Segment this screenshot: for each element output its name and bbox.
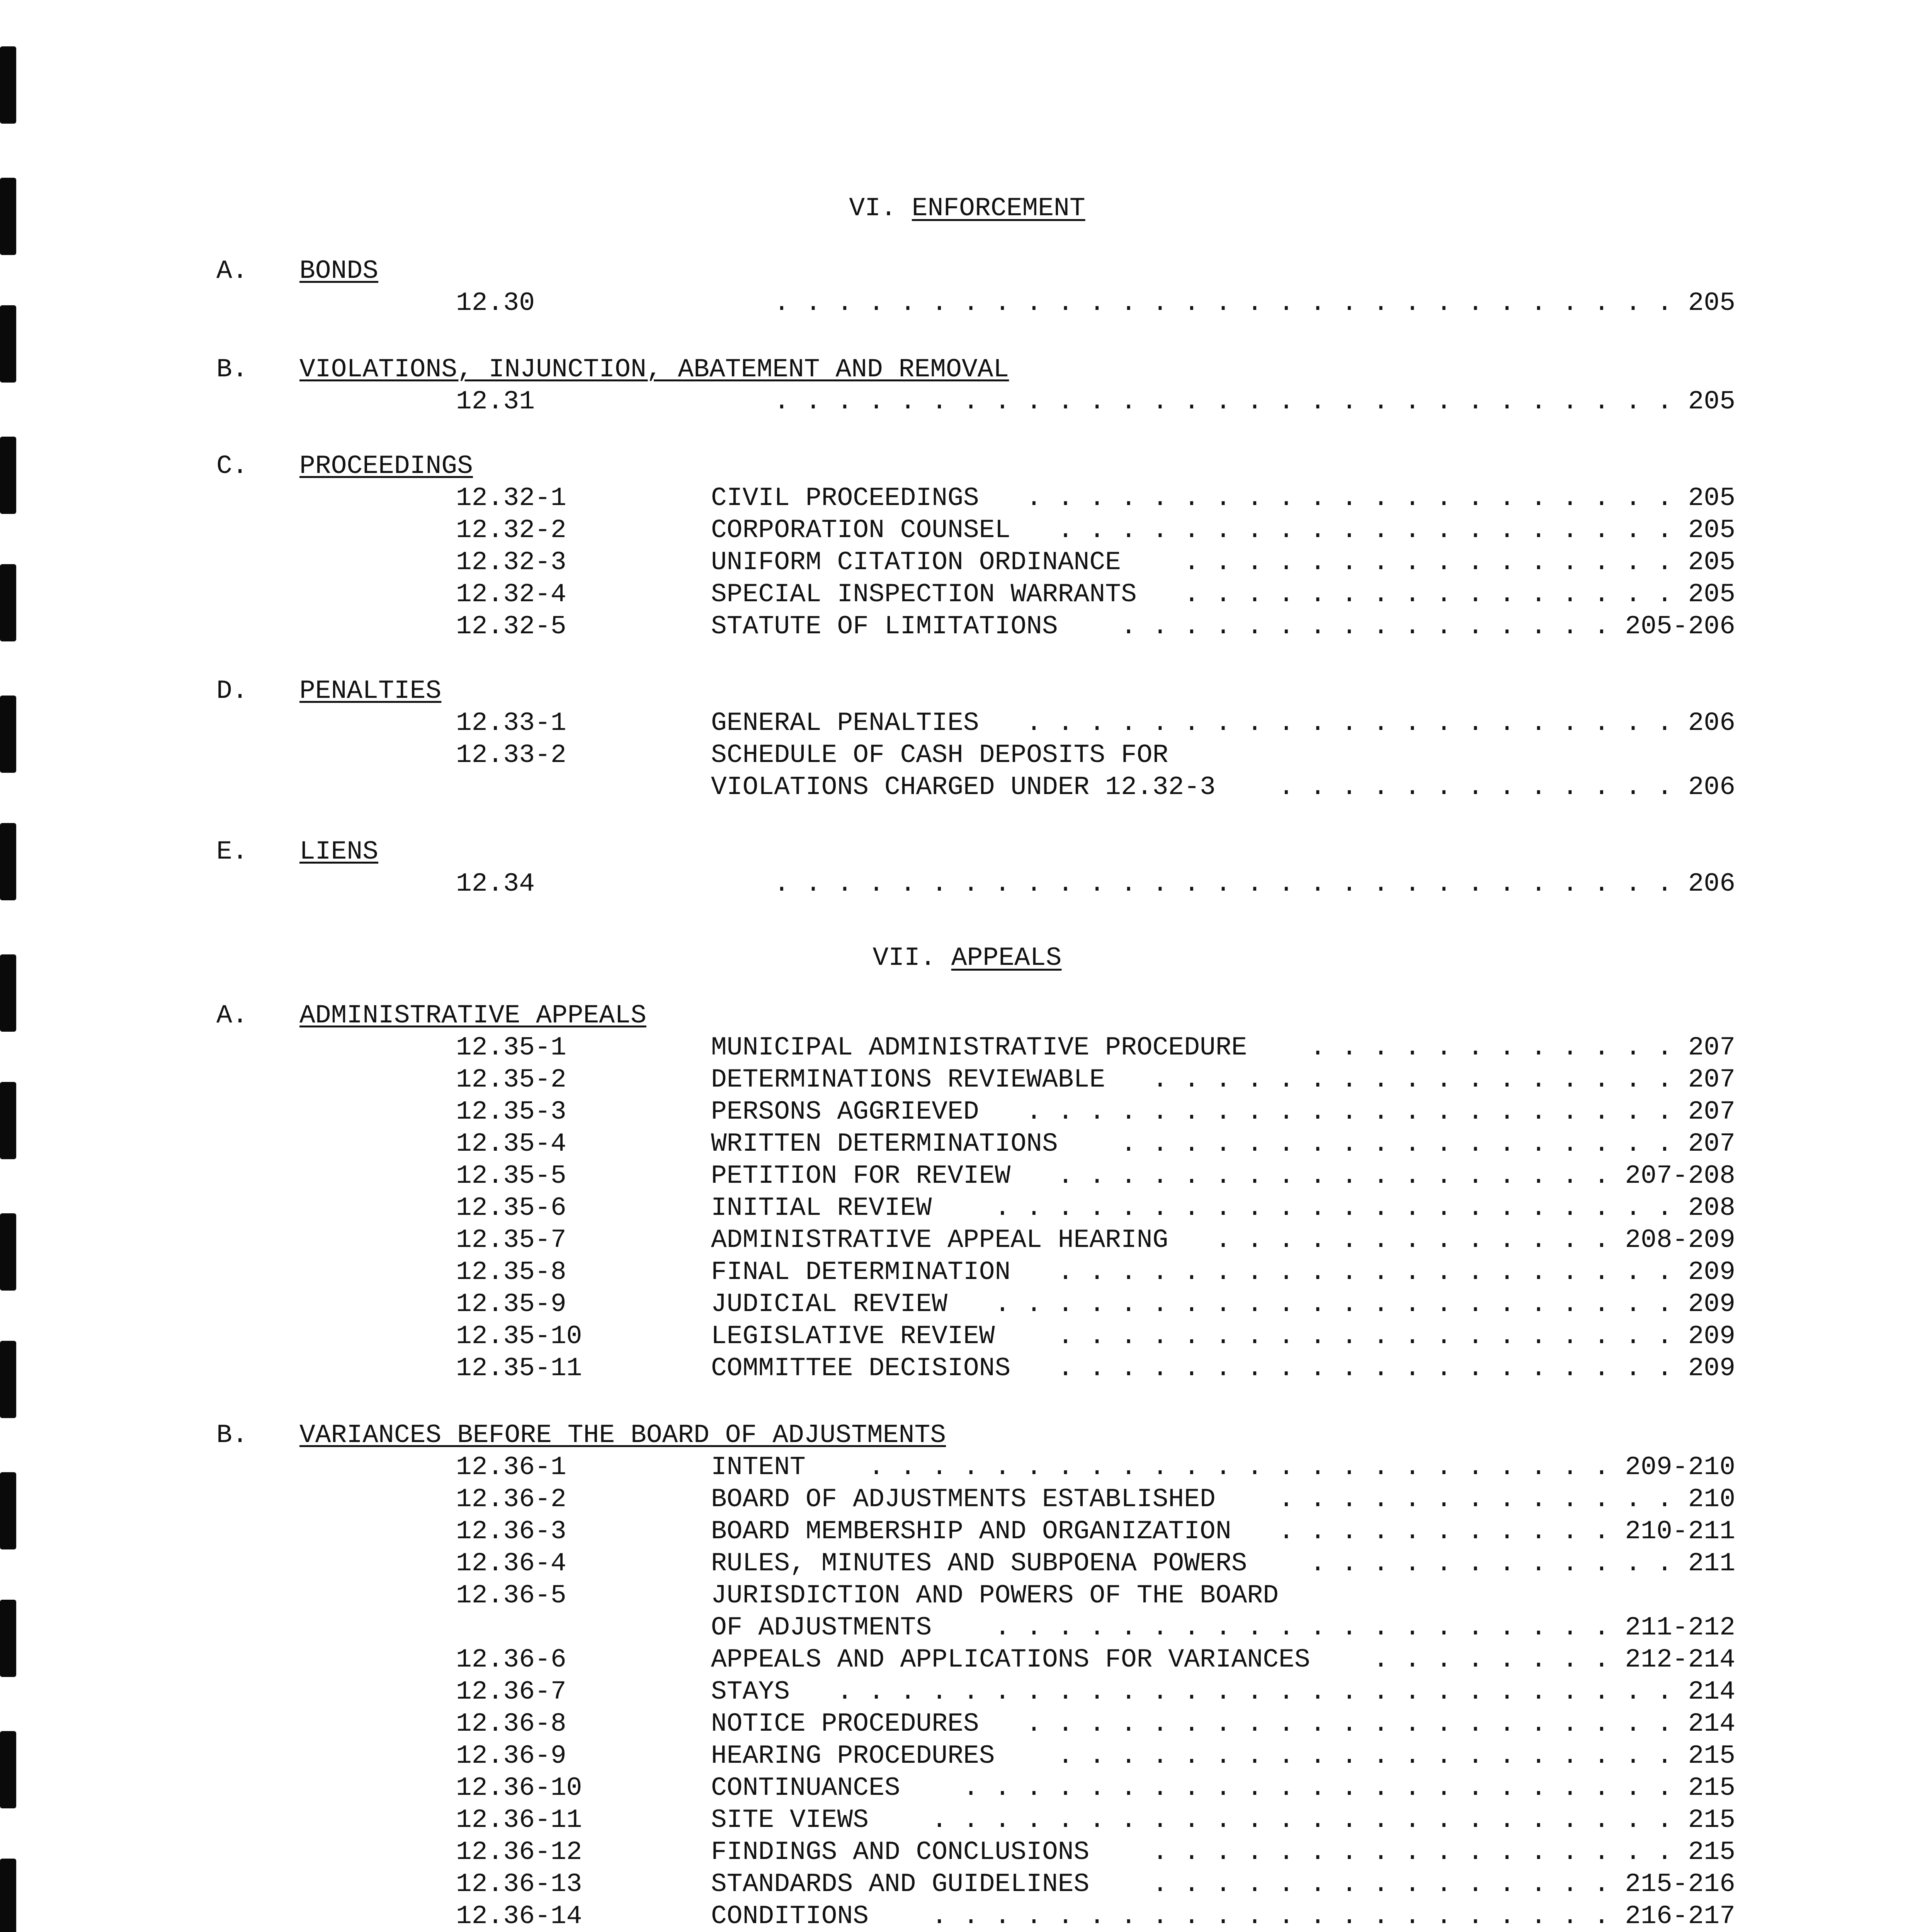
- binder-hole-mark: [0, 46, 16, 124]
- entry-title-line: DETERMINATIONS REVIEWABLE: [711, 1065, 1105, 1095]
- section-title: VIOLATIONS, INJUNCTION, ABATEMENT AND REMOVAL: [299, 355, 1009, 384]
- entry-code: 12.36-12: [456, 1837, 582, 1867]
- toc-entry[interactable]: [0, 1128, 1932, 1160]
- entry-title: [711, 1676, 790, 1708]
- toc-entry[interactable]: [0, 1352, 1932, 1384]
- entry-title-line-2: OF ADJUSTMENTS: [711, 1613, 932, 1643]
- dot-leader: . . . . . . . . . . . . . . . . . . . .: [1058, 515, 1673, 545]
- entry-title-line-2: VIOLATIONS CHARGED UNDER 12.32-3: [711, 772, 1216, 802]
- dot-leader: . . . . . . . . . . .: [1278, 1517, 1610, 1546]
- toc-entry[interactable]: [0, 1483, 1932, 1515]
- entry-page: 205: [1688, 288, 1735, 318]
- entry-title-line: PERSONS AGGRIEVED: [711, 1097, 979, 1127]
- section-letter: C.: [216, 451, 248, 481]
- entry-code: 12.36-2: [456, 1485, 566, 1514]
- section-title: LIENS: [299, 837, 379, 867]
- entry-page: 209: [1688, 1321, 1735, 1351]
- entry-title: [711, 1740, 995, 1772]
- entry-title-line: SCHEDULE OF CASH DEPOSITS FOR: [711, 740, 1168, 770]
- dot-leader: . . . . . . . . . . . . . . . .: [1121, 612, 1610, 641]
- section-letter: B.: [216, 1420, 248, 1450]
- dot-leader: . . . . . . . . . . . . . . . . . . . . . . . . . . . . .: [774, 288, 1673, 318]
- entry-code: 12.36-1: [456, 1452, 566, 1482]
- toc-entry[interactable]: [0, 868, 1932, 900]
- section-letter: A.: [216, 1001, 248, 1031]
- entry-title: [711, 1868, 1089, 1900]
- dot-leader: . . . . . . . . . . . .: [1310, 1033, 1673, 1063]
- entry-title: [711, 707, 979, 739]
- entry-title-line: RULES, MINUTES AND SUBPOENA POWERS: [711, 1549, 1247, 1578]
- entry-code: 12.35-4: [456, 1129, 566, 1159]
- entry-code: 12.36-4: [456, 1549, 566, 1578]
- entry-title: [711, 1836, 1089, 1868]
- entry-title: [711, 1352, 1010, 1384]
- entry-code: 12.36-13: [456, 1869, 582, 1899]
- toc-section: [0, 836, 1932, 900]
- entry-page: 211-212: [1625, 1613, 1735, 1643]
- entry-page: 208-209: [1625, 1225, 1735, 1255]
- dot-leader: . . . . . . . . . . . . . . . . . . . . . .: [994, 1193, 1673, 1223]
- dot-leader: . . . . . . . . . . . . . . . . . . . .: [1058, 1741, 1673, 1771]
- toc-entry[interactable]: [0, 1868, 1932, 1900]
- section-heading: [0, 354, 1932, 386]
- section-heading: [0, 1000, 1932, 1032]
- entry-title: [711, 1451, 806, 1483]
- toc-entry[interactable]: [0, 1676, 1932, 1708]
- toc-entry[interactable]: [0, 611, 1932, 643]
- entry-title: [711, 1160, 1010, 1192]
- toc-section: [0, 1000, 1932, 1384]
- toc-entry[interactable]: [0, 1580, 1932, 1644]
- dot-leader: . . . . . . . .: [1373, 1645, 1610, 1675]
- entry-page: 211: [1688, 1549, 1735, 1578]
- toc-section: [0, 675, 1932, 803]
- entry-page: 216-217: [1625, 1901, 1735, 1931]
- entry-code: 12.32-3: [456, 548, 566, 577]
- entry-page: 207-208: [1625, 1161, 1735, 1191]
- entry-title: [711, 1548, 1247, 1580]
- entry-title: [711, 1708, 979, 1740]
- entry-code: 12.35-2: [456, 1065, 566, 1095]
- entry-code: 12.33-2: [456, 740, 566, 770]
- toc-entry[interactable]: [0, 1192, 1932, 1224]
- entry-title: [711, 1096, 979, 1128]
- toc-entry[interactable]: [0, 1708, 1932, 1740]
- entry-page: 209-210: [1625, 1452, 1735, 1482]
- entry-page: 215: [1688, 1773, 1735, 1803]
- entry-title-line: UNIFORM CITATION ORDINANCE: [711, 548, 1121, 577]
- entry-title: [711, 578, 1137, 611]
- section-title: PROCEEDINGS: [299, 451, 473, 481]
- entry-page: 215: [1688, 1741, 1735, 1771]
- toc-section: [0, 354, 1932, 418]
- entry-title: [711, 739, 1216, 803]
- part-number: VI.: [849, 194, 896, 223]
- dot-leader: . . . . . . . . . . . . .: [1215, 1225, 1610, 1255]
- toc-entry[interactable]: [0, 1288, 1932, 1320]
- entry-title-line: STAYS: [711, 1677, 790, 1707]
- dot-leader: . . . . . . . . . . . . . . . . . .: [1058, 1161, 1610, 1191]
- entry-page: 209: [1688, 1257, 1735, 1287]
- entry-title: [711, 1320, 995, 1352]
- entry-page: 209: [1688, 1289, 1735, 1319]
- entry-title-line: INITIAL REVIEW: [711, 1193, 932, 1223]
- dot-leader: . . . . . . . . . . . . . . . . .: [1152, 1065, 1673, 1095]
- entry-page: 210-211: [1625, 1517, 1735, 1546]
- entry-title: [711, 1483, 1216, 1515]
- dot-leader: . . . . . . . . . . . . . . . . . . . . . . .: [963, 1773, 1673, 1803]
- entry-code: 12.36-14: [456, 1901, 582, 1931]
- toc-entry[interactable]: [0, 1064, 1932, 1096]
- entry-title-line: GENERAL PENALTIES: [711, 708, 979, 738]
- entry-title: [711, 1224, 1168, 1256]
- dot-leader: . . . . . . . . . . . . . . . . . . . .: [1058, 1257, 1673, 1287]
- entry-page: 209: [1688, 1354, 1735, 1383]
- entry-code: 12.32-4: [456, 580, 566, 609]
- toc-entry[interactable]: [0, 1451, 1932, 1483]
- dot-leader: . . . . . . . . . . . . . . . . . . . . . . . .: [868, 1452, 1610, 1482]
- toc-entry[interactable]: [0, 1096, 1932, 1128]
- entry-code: 12.32-1: [456, 483, 566, 513]
- entry-code: 12.36-10: [456, 1773, 582, 1803]
- section-heading: [0, 255, 1932, 287]
- entry-code: 12.35-11: [456, 1354, 582, 1383]
- entry-page: 205: [1688, 580, 1735, 609]
- entry-code: 12.36-7: [456, 1677, 566, 1707]
- entry-title-line: SPECIAL INSPECTION WARRANTS: [711, 580, 1137, 609]
- dot-leader: . . . . . . . . . . . . . . . . . . . . .: [1026, 708, 1673, 738]
- toc-entry[interactable]: [0, 1548, 1932, 1580]
- entry-title-line: CIVIL PROCEEDINGS: [711, 483, 979, 513]
- entry-title-line: BOARD MEMBERSHIP AND ORGANIZATION: [711, 1517, 1231, 1546]
- toc-section: [0, 1419, 1932, 1932]
- entry-title-line: CONDITIONS: [711, 1901, 869, 1931]
- entry-title-line: JURISDICTION AND POWERS OF THE BOARD: [711, 1581, 1279, 1611]
- entry-title-line: FINDINGS AND CONCLUSIONS: [711, 1837, 1090, 1867]
- part-heading: [0, 943, 1932, 974]
- entry-page: 205-206: [1625, 612, 1735, 641]
- entry-code: 12.35-7: [456, 1225, 566, 1255]
- toc-entry[interactable]: [0, 514, 1932, 546]
- section-heading: [0, 450, 1932, 482]
- toc-entry[interactable]: [0, 1836, 1932, 1868]
- entry-code: 12.32-5: [456, 612, 566, 641]
- entry-title: [711, 514, 1010, 546]
- toc-section: [0, 450, 1932, 643]
- toc-entry[interactable]: [0, 1644, 1932, 1676]
- entry-code: 12.35-6: [456, 1193, 566, 1223]
- dot-leader: . . . . . . . . . . . . . . . . . . . .: [994, 1613, 1610, 1643]
- entry-title: [711, 1900, 869, 1932]
- entry-code: 12.36-8: [456, 1709, 566, 1739]
- entry-page: 212-214: [1625, 1645, 1735, 1675]
- dot-leader: . . . . . . . . . . . . .: [1278, 1485, 1673, 1514]
- entry-page: 205: [1688, 387, 1735, 417]
- entry-title: [711, 1804, 869, 1836]
- toc-entry[interactable]: [0, 707, 1932, 739]
- entry-title: [711, 1192, 932, 1224]
- entry-page: 207: [1688, 1065, 1735, 1095]
- toc-entry[interactable]: [0, 546, 1932, 578]
- entry-code: 12.35-9: [456, 1289, 566, 1319]
- part-title: ENFORCEMENT: [912, 194, 1085, 223]
- section-heading: [0, 1419, 1932, 1451]
- section-title: VARIANCES BEFORE THE BOARD OF ADJUSTMENTS: [299, 1420, 946, 1450]
- dot-leader: . . . . . . . . . . . . . . . . . . . . . . . . . . .: [837, 1677, 1673, 1707]
- toc-entry[interactable]: [0, 1320, 1932, 1352]
- entry-page: 214: [1688, 1677, 1735, 1707]
- section-title: PENALTIES: [299, 676, 442, 706]
- entry-title-line: CONTINUANCES: [711, 1773, 900, 1803]
- toc-entry[interactable]: [0, 1804, 1932, 1836]
- entry-code: 12.35-5: [456, 1161, 566, 1191]
- entry-title: [711, 1288, 947, 1320]
- entry-code: 12.35-3: [456, 1097, 566, 1127]
- entry-code: 12.36-9: [456, 1741, 566, 1771]
- dot-leader: . . . . . . . . . . . . . . . . . . . . . .: [931, 1901, 1610, 1931]
- entry-title-line: NOTICE PROCEDURES: [711, 1709, 979, 1739]
- dot-leader: . . . . . . . . . . . . . . . . . . . .: [1058, 1354, 1673, 1383]
- entry-code: 12.36-3: [456, 1517, 566, 1546]
- toc-entry[interactable]: [0, 1224, 1932, 1256]
- entry-title-line: JUDICIAL REVIEW: [711, 1289, 948, 1319]
- entry-title-line: APPEALS AND APPLICATIONS FOR VARIANCES: [711, 1645, 1310, 1675]
- section-letter: A.: [216, 256, 248, 286]
- dot-leader: . . . . . . . . . . . . . . . . . . . . . . . . . . . . .: [774, 387, 1673, 417]
- toc-entry[interactable]: [0, 1160, 1932, 1192]
- dot-leader: . . . . . . . . . . . .: [1310, 1549, 1673, 1578]
- entry-page: 208: [1688, 1193, 1735, 1223]
- entry-code: 12.34: [456, 869, 535, 899]
- entry-code: 12.35-8: [456, 1257, 566, 1287]
- part-title: APPEALS: [951, 943, 1062, 973]
- entry-code: 12.33-1: [456, 708, 566, 738]
- entry-page: 207: [1688, 1129, 1735, 1159]
- entry-title: [711, 1128, 1058, 1160]
- entry-page: 207: [1688, 1033, 1735, 1063]
- part-heading: [0, 193, 1932, 224]
- entry-title: [711, 482, 979, 514]
- entry-page: 205: [1688, 515, 1735, 545]
- dot-leader: . . . . . . . . . . . . . . . . . . . . .: [1026, 1709, 1673, 1739]
- entry-title: [711, 1772, 900, 1804]
- entry-page: 205: [1688, 548, 1735, 577]
- entry-title-line: INTENT: [711, 1452, 806, 1482]
- dot-leader: . . . . . . . . . . . . . . . . . .: [1121, 1129, 1673, 1159]
- dot-leader: . . . . . . . . . . . . .: [1278, 772, 1673, 802]
- toc-entry[interactable]: [0, 1740, 1932, 1772]
- entry-title: [711, 1644, 1310, 1676]
- entry-title-line: CORPORATION COUNSEL: [711, 515, 1011, 545]
- toc-entry[interactable]: [0, 578, 1932, 611]
- entry-page: 206: [1688, 708, 1735, 738]
- entry-page: 207: [1688, 1097, 1735, 1127]
- toc-entry[interactable]: [0, 482, 1932, 514]
- entry-code: 12.30: [456, 288, 535, 318]
- section-letter: B.: [216, 355, 248, 384]
- entry-title: [711, 1515, 1231, 1548]
- entry-code: 12.36-5: [456, 1581, 566, 1611]
- section-letter: D.: [216, 676, 248, 706]
- entry-page: 210: [1688, 1485, 1735, 1514]
- toc-entry[interactable]: [0, 287, 1932, 319]
- toc-section: [0, 255, 1932, 319]
- entry-title-line: SITE VIEWS: [711, 1805, 869, 1835]
- entry-title-line: BOARD OF ADJUSTMENTS ESTABLISHED: [711, 1485, 1216, 1514]
- section-title: BONDS: [299, 256, 379, 286]
- entry-title: [711, 546, 1121, 578]
- section-letter: E.: [216, 837, 248, 867]
- entry-code: 12.36-11: [456, 1805, 582, 1835]
- dot-leader: . . . . . . . . . . . . . . . . . . . . . . . .: [931, 1805, 1673, 1835]
- dot-leader: . . . . . . . . . . . . . . . . . . . . . . . . . . . . .: [774, 869, 1673, 899]
- entry-title: [711, 1256, 1010, 1288]
- entry-title-line: LEGISLATIVE REVIEW: [711, 1321, 995, 1351]
- dot-leader: . . . . . . . . . . . . . . . .: [1184, 548, 1673, 577]
- entry-page: 214: [1688, 1709, 1735, 1739]
- entry-page: 215: [1688, 1805, 1735, 1835]
- entry-code: 12.31: [456, 387, 535, 417]
- part-number: VII.: [872, 943, 936, 973]
- dot-leader: . . . . . . . . . . . . . . . . . . . . . .: [994, 1289, 1673, 1319]
- toc-entry[interactable]: [0, 386, 1932, 418]
- entry-title: [711, 611, 1058, 643]
- toc-entry[interactable]: [0, 1256, 1932, 1288]
- toc-entry[interactable]: [0, 1772, 1932, 1804]
- entry-title-line: FINAL DETERMINATION: [711, 1257, 1011, 1287]
- entry-title: [711, 1064, 1105, 1096]
- entry-title-line: COMMITTEE DECISIONS: [711, 1354, 1011, 1383]
- entry-page: 206: [1688, 869, 1735, 899]
- entry-title: [711, 1032, 1247, 1064]
- entry-page: 215: [1688, 1837, 1735, 1867]
- dot-leader: . . . . . . . . . . . . . . . . .: [1152, 1837, 1673, 1867]
- entry-title-line: PETITION FOR REVIEW: [711, 1161, 1011, 1191]
- section-heading: [0, 675, 1932, 707]
- section-title: ADMINISTRATIVE APPEALS: [299, 1001, 646, 1031]
- toc-entry[interactable]: [0, 1900, 1932, 1932]
- entry-title-line: MUNICIPAL ADMINISTRATIVE PROCEDURE: [711, 1033, 1247, 1063]
- toc-entry[interactable]: [0, 739, 1932, 803]
- dot-leader: . . . . . . . . . . . . . . . .: [1184, 580, 1673, 609]
- toc-entry[interactable]: [0, 1032, 1932, 1064]
- entry-code: 12.35-1: [456, 1033, 566, 1063]
- entry-title-line: STATUTE OF LIMITATIONS: [711, 612, 1058, 641]
- entry-code: 12.32-2: [456, 515, 566, 545]
- dot-leader: . . . . . . . . . . . . . . .: [1152, 1869, 1610, 1899]
- dot-leader: . . . . . . . . . . . . . . . . . . . . .: [1026, 483, 1673, 513]
- entry-title-line: WRITTEN DETERMINATIONS: [711, 1129, 1058, 1159]
- section-heading: [0, 836, 1932, 868]
- entry-title-line: ADMINISTRATIVE APPEAL HEARING: [711, 1225, 1168, 1255]
- entry-code: 12.36-6: [456, 1645, 566, 1675]
- toc-entry[interactable]: [0, 1515, 1932, 1548]
- entry-title-line: HEARING PROCEDURES: [711, 1741, 995, 1771]
- entry-title-line: STANDARDS AND GUIDELINES: [711, 1869, 1090, 1899]
- dot-leader: . . . . . . . . . . . . . . . . . . . .: [1058, 1321, 1673, 1351]
- entry-code: 12.35-10: [456, 1321, 582, 1351]
- entry-page: 206: [1688, 772, 1735, 802]
- entry-page: 205: [1688, 483, 1735, 513]
- entry-page: 215-216: [1625, 1869, 1735, 1899]
- dot-leader: . . . . . . . . . . . . . . . . . . . . .: [1026, 1097, 1673, 1127]
